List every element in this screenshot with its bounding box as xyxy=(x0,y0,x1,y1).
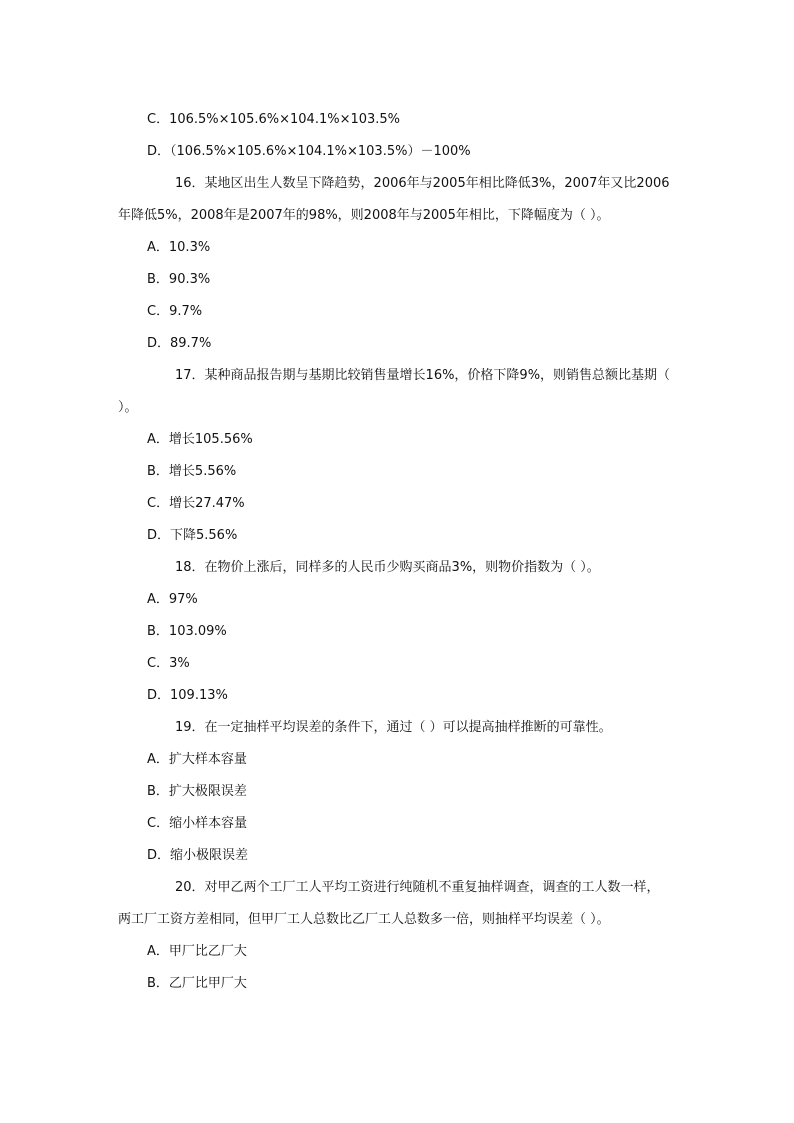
question-19-option-b: B．扩大极限误差 xyxy=(147,784,247,799)
question-17-option-b: B．增长5.56% xyxy=(147,464,237,479)
question-16-option-a: A．10.3% xyxy=(147,240,211,255)
question-20-stem-continued: 两工厂工资方差相同，但甲厂工人总数比乙厂工人总数多一倍，则抽样平均误差（ ）。 xyxy=(118,912,610,927)
question-18-option-d: D．109.13% xyxy=(147,688,228,703)
question-17-stem-continued: ）。 xyxy=(118,400,138,415)
option-d: D．（106.5%×105.6%×104.1%×103.5%）－100% xyxy=(147,144,471,159)
option-c: C．106.5%×105.6%×104.1%×103.5% xyxy=(147,112,401,127)
question-20-option-b: B．乙厂比甲厂大 xyxy=(147,976,247,991)
question-16-stem: 16．某地区出生人数呈下降趋势，2006年与2005年相比降低3%，2007年又比2006 xyxy=(175,176,670,191)
question-16-stem-continued: 年降低5%，2008年是2007年的98%，则2008年与2005年相比，下降幅度为（ ）。 xyxy=(118,208,610,223)
question-17-option-d: D．下降5.56% xyxy=(147,528,238,543)
question-19-option-c: C．缩小样本容量 xyxy=(147,816,248,831)
question-17-option-a: A．增长105.56% xyxy=(147,432,253,447)
question-18-option-c: C．3% xyxy=(147,656,190,671)
question-18-option-b: B．103.09% xyxy=(147,624,227,639)
question-19-option-a: A．扩大样本容量 xyxy=(147,752,247,767)
question-17-option-c: C．增长27.47% xyxy=(147,496,245,511)
question-18-option-a: A．97% xyxy=(147,592,198,607)
question-16-option-b: B．90.3% xyxy=(147,272,211,287)
question-19-stem: 19．在一定抽样平均误差的条件下，通过（ ）可以提高抽样推断的可靠性。 xyxy=(175,720,612,735)
question-18-stem: 18．在物价上涨后，同样多的人民币少购买商品3%，则物价指数为（ ）。 xyxy=(175,560,600,575)
question-17-stem: 17．某种商品报告期与基期比较销售量增长16%，价格下降9%，则销售总额比基期（ xyxy=(175,368,671,383)
question-20-option-a: A．甲厂比乙厂大 xyxy=(147,944,247,959)
question-20-stem: 20．对甲乙两个工厂工人平均工资进行纯随机不重复抽样调查，调查的工人数一样， xyxy=(175,880,660,895)
question-16-option-c: C．9.7% xyxy=(147,304,203,319)
question-16-option-d: D．89.7% xyxy=(147,336,212,351)
question-19-option-d: D．缩小极限误差 xyxy=(147,848,249,863)
